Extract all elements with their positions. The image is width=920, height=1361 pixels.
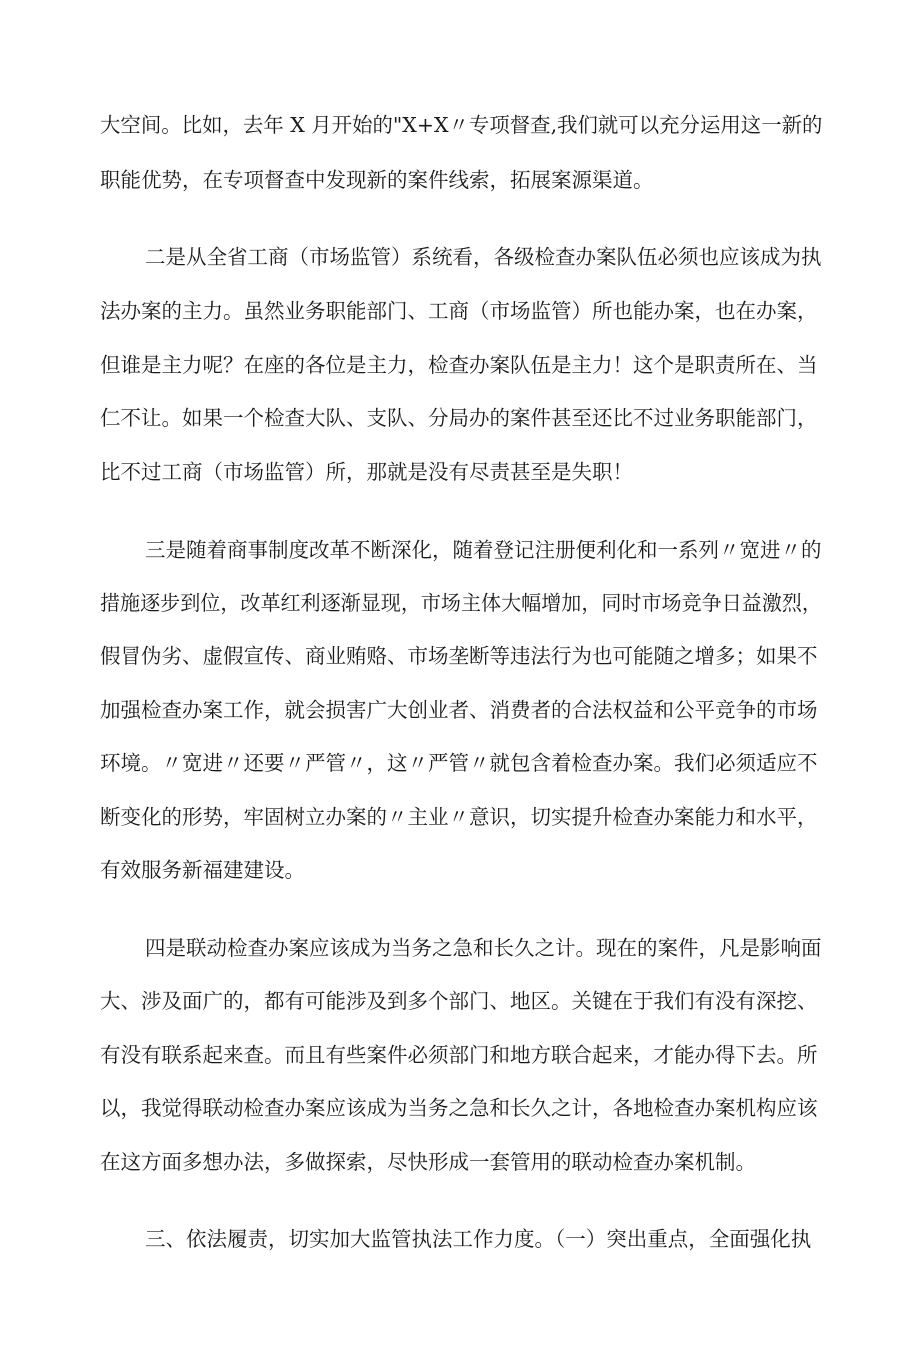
paragraph-3-line-1: 三是随着商事制度改革不断深化，随着登记注册便利化和一系列〃宽进〃的 xyxy=(145,538,822,562)
paragraph-3-line-2: 措施逐步到位，改革红利逐渐显现，市场主体大幅增加，同时市场竞争日益激烈， xyxy=(100,591,822,615)
paragraph-3-line-7: 有效服务新福建建设。 xyxy=(100,858,305,882)
paragraph-3-line-6: 断变化的形势，牢固树立办案的〃主业〃意识，切实提升检查办案能力和水平， xyxy=(100,805,818,829)
paragraph-2-line-5: 比不过工商（市场监管）所，那就是没有尽责甚至是失职！ xyxy=(100,460,633,484)
paragraph-2-line-4: 仁不让。如果一个检查大队、支队、分局办的案件甚至还比不过业务职能部门， xyxy=(100,406,818,430)
paragraph-2-line-3: 但谁是主力呢？在座的各位是主力，检查办案队伍是主力！这个是职责所在、当 xyxy=(100,353,818,377)
paragraph-4-line-1: 四是联动检查办案应该成为当务之急和长久之计。现在的案件，凡是影响面 xyxy=(145,936,822,960)
paragraph-1-line-1: 大空间。比如，去年 X 月开始的"X+X〃专项督查,我们就可以充分运用这一新的 xyxy=(100,113,823,137)
paragraph-4-line-2: 大、涉及面广的，都有可能涉及到多个部门、地区。关键在于我们有没有深挖、 xyxy=(100,989,818,1013)
paragraph-4-line-3: 有没有联系起来查。而且有些案件必须部门和地方联合起来，才能办得下去。所 xyxy=(100,1043,818,1067)
paragraph-2-line-1: 二是从全省工商（市场监管）系统看，各级检查办案队伍必须也应该成为执 xyxy=(145,245,822,269)
paragraph-3-line-3: 假冒伪劣、虚假宣传、商业贿赂、市场垄断等违法行为也可能随之增多；如果不 xyxy=(100,644,818,668)
paragraph-3-line-4: 加强检查办案工作，就会损害广大创业者、消费者的合法权益和公平竞争的市场 xyxy=(100,698,818,722)
paragraph-4-line-4: 以，我觉得联动检查办案应该成为当务之急和长久之计，各地检查办案机构应该 xyxy=(100,1096,818,1120)
paragraph-3-line-5: 环境。〃宽进〃还要〃严管〃，这〃严管〃就包含着检查办案。我们必须适应不 xyxy=(100,751,818,775)
paragraph-1-line-2: 职能优势，在专项督查中发现新的案件线索，拓展案源渠道。 xyxy=(100,168,654,192)
paragraph-5-line-1: 三、依法履责，切实加大监管执法工作力度。（一）突出重点，全面强化执 xyxy=(145,1227,812,1251)
paragraph-4-line-5: 在这方面多想办法，多做探索，尽快形成一套管用的联动检查办案机制。 xyxy=(100,1150,756,1174)
paragraph-2-line-2: 法办案的主力。虽然业务职能部门、工商（市场监管）所也能办案，也在办案， xyxy=(100,299,818,323)
